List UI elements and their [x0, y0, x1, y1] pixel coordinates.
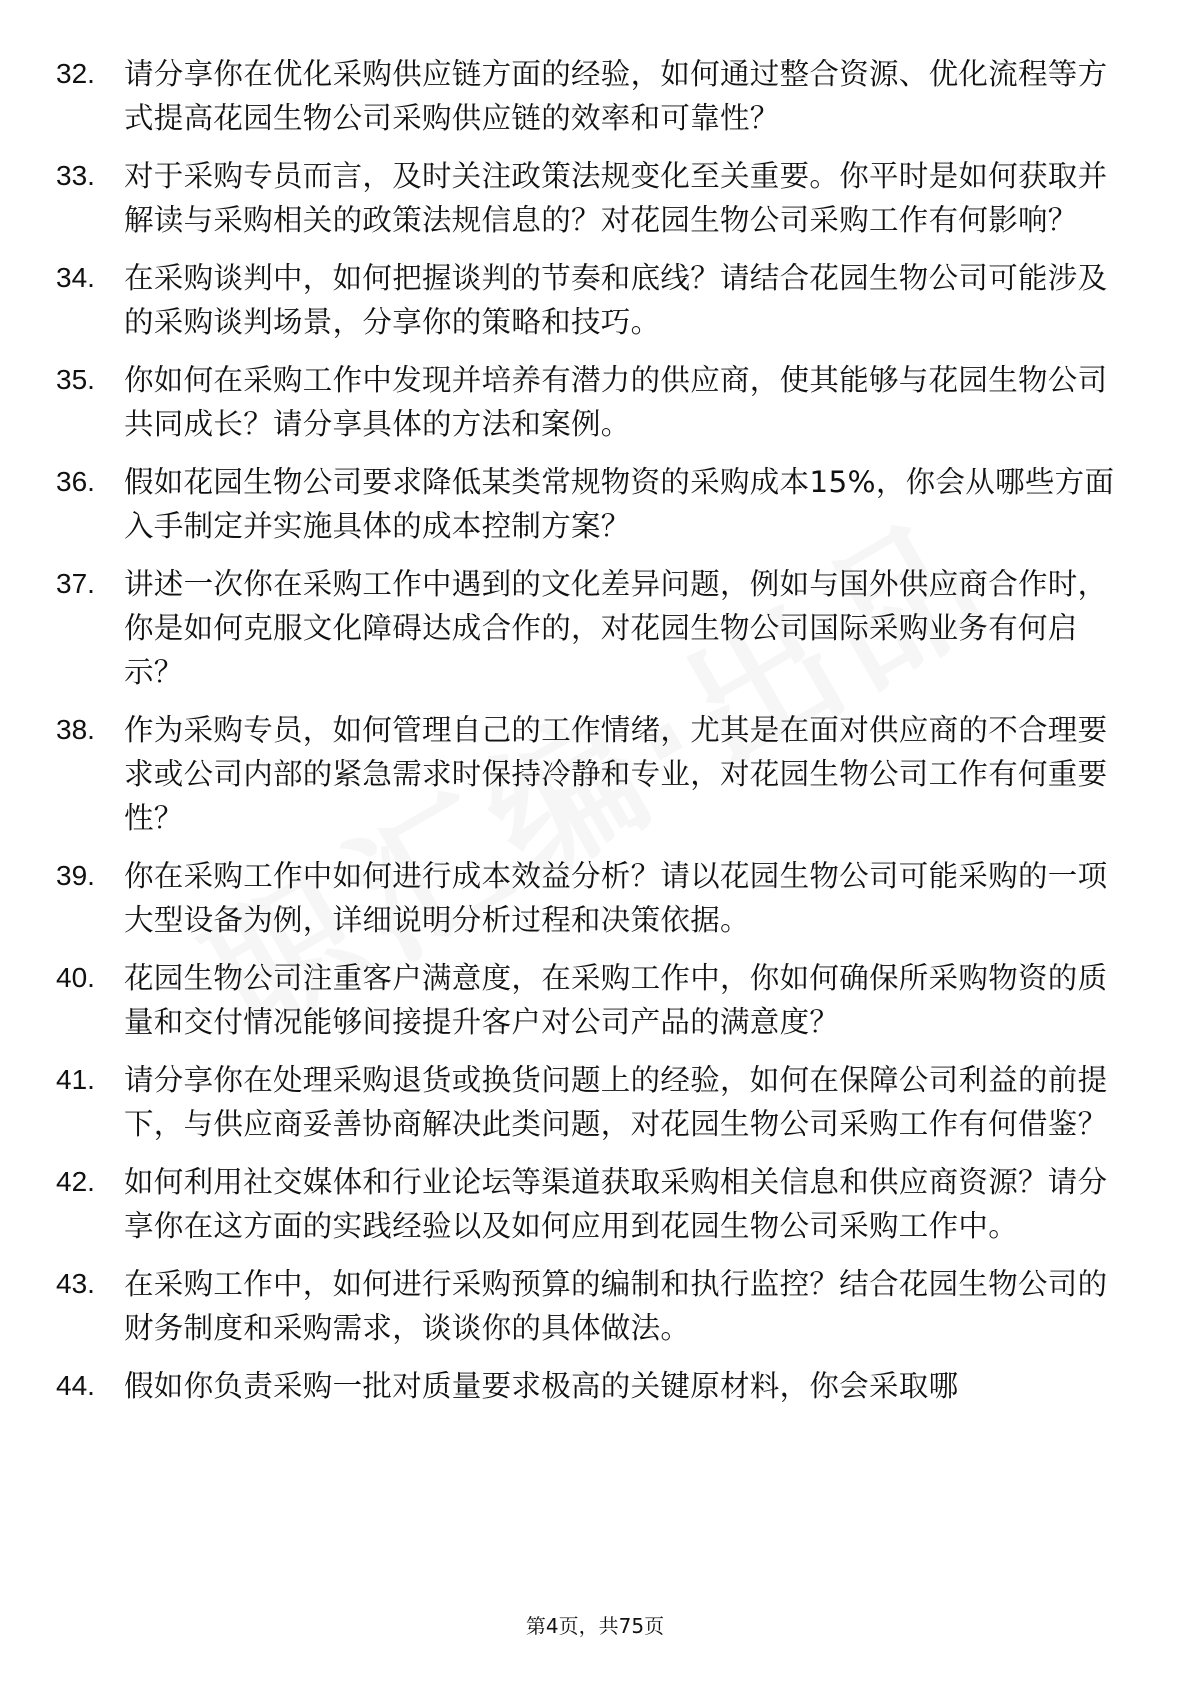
question-text: 假如你负责采购一批对质量要求极高的关键原材料，你会采取哪 — [124, 1369, 959, 1403]
question-number: 37. — [56, 568, 95, 599]
question-number: 34. — [56, 262, 95, 293]
question-item — [56, 956, 1136, 1044]
question-text: 讲述一次你在采购工作中遇到的文化差异问题，例如与国外供应商合作时，你是如何克服文化障碍达成合作的，对花园生物公司国际采购业务有何启示？ — [124, 567, 1108, 689]
question-number: 42. — [56, 1166, 95, 1197]
question-item — [56, 460, 1136, 548]
question-item — [56, 358, 1136, 446]
question-text: 你如何在采购工作中发现并培养有潜力的供应商，使其能够与花园生物公司共同成长？请分享具体的方法和案例。 — [124, 363, 1108, 441]
question-text: 在采购工作中，如何进行采购预算的编制和执行监控？结合花园生物公司的财务制度和采购需求，谈谈你的具体做法。 — [124, 1267, 1108, 1345]
question-text: 花园生物公司注重客户满意度，在采购工作中，你如何确保所采购物资的质量和交付情况能够间接提升客户对公司产品的满意度？ — [124, 961, 1108, 1039]
question-number: 38. — [56, 714, 95, 745]
question-item — [56, 1058, 1136, 1146]
question-number: 44. — [56, 1370, 95, 1401]
question-text: 请分享你在处理采购退货或换货问题上的经验，如何在保障公司利益的前提下，与供应商妥善协商解决此类问题，对花园生物公司采购工作有何借鉴？ — [124, 1063, 1108, 1141]
page-footer: 第4页，共75页 — [525, 1614, 665, 1638]
question-number: 39. — [56, 860, 95, 891]
question-text: 如何利用社交媒体和行业论坛等渠道获取采购相关信息和供应商资源？请分享你在这方面的实践经验以及如何应用到花园生物公司采购工作中。 — [124, 1165, 1108, 1243]
question-text: 假如花园生物公司要求降低某类常规物资的采购成本15%，你会从哪些方面入手制定并实施具体的成本控制方案？ — [124, 465, 1115, 543]
question-item — [56, 1364, 1136, 1408]
question-number: 36. — [56, 466, 95, 497]
question-item — [56, 1160, 1136, 1248]
question-item — [56, 52, 1136, 140]
question-text: 对于采购专员而言，及时关注政策法规变化至关重要。你平时是如何获取并解读与采购相关的政策法规信息的？对花园生物公司采购工作有何影响？ — [124, 159, 1108, 237]
question-number: 43. — [56, 1268, 95, 1299]
question-text: 在采购谈判中，如何把握谈判的节奏和底线？请结合花园生物公司可能涉及的采购谈判场景，分享你的策略和技巧。 — [124, 261, 1108, 339]
question-item — [56, 1262, 1136, 1350]
question-text: 作为采购专员，如何管理自己的工作情绪，尤其是在面对供应商的不合理要求或公司内部的紧急需求时保持冷静和专业，对花园生物公司工作有何重要性？ — [124, 713, 1108, 835]
question-item — [56, 708, 1136, 840]
question-list — [56, 52, 1136, 1422]
question-number: 32. — [56, 58, 95, 89]
question-number: 33. — [56, 160, 95, 191]
question-item — [56, 256, 1136, 344]
question-number: 41. — [56, 1064, 95, 1095]
question-item — [56, 562, 1136, 694]
question-number: 35. — [56, 364, 95, 395]
question-item — [56, 854, 1136, 942]
question-text: 请分享你在优化采购供应链方面的经验，如何通过整合资源、优化流程等方式提高花园生物公司采购供应链的效率和可靠性？ — [124, 57, 1108, 135]
question-number: 40. — [56, 962, 95, 993]
question-item — [56, 154, 1136, 242]
question-text: 你在采购工作中如何进行成本效益分析？请以花园生物公司可能采购的一项大型设备为例，详细说明分析过程和决策依据。 — [124, 859, 1108, 937]
